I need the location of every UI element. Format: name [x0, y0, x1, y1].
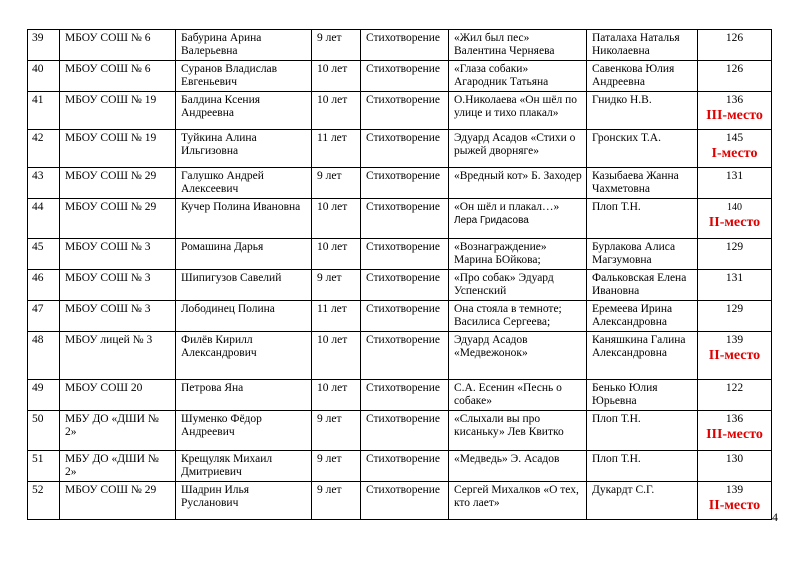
place-award: III-место	[706, 427, 763, 442]
genre-text: Стихотворение	[366, 94, 441, 106]
table-row	[28, 482, 772, 520]
age-text: 10 лет	[317, 334, 348, 346]
teacher-text: Каняшкина Галина Александровна	[592, 334, 686, 359]
score-cell	[698, 61, 772, 92]
teacher-cell	[587, 30, 698, 61]
participant-name-cell	[176, 411, 312, 451]
work-text: «Он шёл и плакал…»	[454, 201, 560, 213]
participant-name-text: Петрова Яна	[181, 382, 244, 394]
work-cell	[449, 482, 587, 520]
teacher-text: Плоп Т.Н.	[592, 201, 641, 213]
teacher-cell	[587, 199, 698, 239]
age-cell	[312, 199, 361, 239]
genre-text: Стихотворение	[366, 241, 441, 253]
genre-text: Стихотворение	[366, 484, 441, 496]
participant-name-cell	[176, 199, 312, 239]
teacher-cell	[587, 130, 698, 168]
work-cell	[449, 301, 587, 332]
work-text: Она стояла в темноте; Василиса Сергеева;	[454, 303, 562, 328]
school-cell	[60, 168, 176, 199]
row-number-text: 39	[32, 32, 44, 44]
participant-name-text: Галушко Андрей Алексеевич	[181, 170, 264, 195]
table-row	[28, 411, 772, 451]
work-cell	[449, 270, 587, 301]
teacher-cell	[587, 270, 698, 301]
table-row	[28, 239, 772, 270]
work-author-text: Лера Гридасова	[454, 215, 529, 226]
teacher-cell	[587, 451, 698, 482]
participant-name-cell	[176, 30, 312, 61]
score-value: 131	[725, 272, 744, 284]
school-text: МБОУ СОШ № 3	[65, 303, 151, 315]
school-text: МБОУ СОШ № 29	[65, 170, 157, 182]
school-text: МБОУ СОШ № 29	[65, 484, 157, 496]
score-cell	[698, 411, 772, 451]
row-number-cell	[28, 168, 60, 199]
score-cell	[698, 30, 772, 61]
score-cell	[698, 92, 772, 130]
teacher-cell	[587, 301, 698, 332]
participant-name-cell	[176, 92, 312, 130]
row-number-text: 51	[32, 453, 44, 465]
genre-cell	[361, 199, 449, 239]
age-text: 10 лет	[317, 201, 348, 213]
score-value: 131	[725, 170, 744, 182]
score-cell	[698, 301, 772, 332]
genre-cell	[361, 451, 449, 482]
teacher-text: Савенкова Юлия Андреевна	[592, 63, 675, 88]
age-text: 9 лет	[317, 484, 342, 496]
age-text: 11 лет	[317, 303, 347, 315]
school-text: МБОУ СОШ № 19	[65, 94, 157, 106]
teacher-cell	[587, 239, 698, 270]
school-cell	[60, 380, 176, 411]
participant-name-cell	[176, 168, 312, 199]
work-cell	[449, 380, 587, 411]
work-text: «Глаза собаки» Агародник Татьяна	[454, 63, 549, 88]
row-number-cell	[28, 332, 60, 380]
participant-name-cell	[176, 380, 312, 411]
age-text: 11 лет	[317, 132, 347, 144]
table-row	[28, 301, 772, 332]
participant-name-cell	[176, 301, 312, 332]
age-cell	[312, 482, 361, 520]
participant-name-text: Суранов Владислав Евгеньевич	[181, 63, 278, 88]
age-text: 9 лет	[317, 170, 342, 182]
school-text: МБОУ СОШ 20	[65, 382, 143, 394]
table-row	[28, 130, 772, 168]
work-cell	[449, 61, 587, 92]
genre-text: Стихотворение	[366, 201, 441, 213]
row-number-text: 40	[32, 63, 44, 75]
school-cell	[60, 199, 176, 239]
row-number-text: 46	[32, 272, 44, 284]
age-text: 9 лет	[317, 413, 342, 425]
score-cell	[698, 239, 772, 270]
row-number-text: 43	[32, 170, 44, 182]
school-cell	[60, 130, 176, 168]
row-number-cell	[28, 482, 60, 520]
age-cell	[312, 301, 361, 332]
age-cell	[312, 168, 361, 199]
row-number-text: 42	[32, 132, 44, 144]
school-text: МБОУ лицей № 3	[65, 334, 153, 346]
teacher-text: Гронских Т.А.	[592, 132, 661, 144]
work-cell	[449, 168, 587, 199]
age-cell	[312, 239, 361, 270]
age-cell	[312, 451, 361, 482]
row-number-cell	[28, 92, 60, 130]
score-value: 122	[725, 382, 744, 394]
age-cell	[312, 130, 361, 168]
row-number-cell	[28, 30, 60, 61]
score-value: 140	[727, 202, 742, 213]
genre-cell	[361, 130, 449, 168]
school-cell	[60, 332, 176, 380]
score-cell	[698, 451, 772, 482]
participant-name-cell	[176, 130, 312, 168]
school-text: МБОУ СОШ № 6	[65, 32, 151, 44]
age-cell	[312, 332, 361, 380]
genre-text: Стихотворение	[366, 382, 441, 394]
table-row	[28, 61, 772, 92]
school-cell	[60, 239, 176, 270]
teacher-text: Дукардт С.Г.	[592, 484, 655, 496]
row-number-text: 47	[32, 303, 44, 315]
row-number-cell	[28, 61, 60, 92]
teacher-cell	[587, 482, 698, 520]
genre-cell	[361, 380, 449, 411]
teacher-cell	[587, 332, 698, 380]
teacher-cell	[587, 168, 698, 199]
school-text: МБОУ СОШ № 3	[65, 272, 151, 284]
participant-name-cell	[176, 239, 312, 270]
participant-name-text: Филёв Кирилл Александрович	[181, 334, 257, 359]
score-value: 129	[725, 241, 744, 253]
row-number-text: 45	[32, 241, 44, 253]
work-text: «Вредный кот» Б. Заходер	[454, 170, 582, 182]
work-text: Эдуард Асадов «Медвежонок»	[454, 334, 528, 359]
participant-name-text: Ромашина Дарья	[181, 241, 264, 253]
participant-name-text: Туйкина Алина Ильгизовна	[181, 132, 257, 157]
genre-text: Стихотворение	[366, 63, 441, 75]
table-row	[28, 380, 772, 411]
participant-name-text: Бабурина Арина Валерьевна	[181, 32, 262, 57]
age-cell	[312, 61, 361, 92]
work-text: О.Николаева «Он шёл по улице и тихо плакал»	[454, 94, 578, 119]
score-value: 129	[725, 303, 744, 315]
age-cell	[312, 92, 361, 130]
row-number-text: 52	[32, 484, 44, 496]
work-text: С.А. Есенин «Песнь о собаке»	[454, 382, 562, 407]
school-text: МБУ ДО «ДШИ № 2»	[65, 413, 159, 438]
genre-cell	[361, 239, 449, 270]
school-cell	[60, 270, 176, 301]
row-number-text: 44	[32, 201, 44, 213]
work-cell	[449, 30, 587, 61]
row-number-text: 49	[32, 382, 44, 394]
score-cell	[698, 380, 772, 411]
work-cell	[449, 239, 587, 270]
row-number-cell	[28, 380, 60, 411]
age-cell	[312, 411, 361, 451]
work-text: Эдуард Асадов «Стихи о рыжей дворняге»	[454, 132, 576, 157]
teacher-text: Фальковская Елена Ивановна	[592, 272, 687, 297]
table-row	[28, 270, 772, 301]
genre-cell	[361, 270, 449, 301]
table-row	[28, 332, 772, 380]
work-cell	[449, 130, 587, 168]
participant-name-text: Шадрин Илья Русланович	[181, 484, 250, 509]
school-text: МБОУ СОШ № 19	[65, 132, 157, 144]
genre-text: Стихотворение	[366, 413, 441, 425]
teacher-cell	[587, 92, 698, 130]
genre-cell	[361, 411, 449, 451]
age-text: 10 лет	[317, 382, 348, 394]
work-cell	[449, 92, 587, 130]
work-text: «Жил был пес» Валентина Черняева	[454, 32, 555, 57]
work-cell	[449, 332, 587, 380]
table-row	[28, 451, 772, 482]
row-number-cell	[28, 199, 60, 239]
age-text: 10 лет	[317, 63, 348, 75]
score-cell	[698, 130, 772, 168]
table-row	[28, 30, 772, 61]
participant-name-cell	[176, 482, 312, 520]
genre-text: Стихотворение	[366, 272, 441, 284]
score-value: 126	[725, 63, 744, 75]
genre-text: Стихотворение	[366, 32, 441, 44]
participant-name-cell	[176, 451, 312, 482]
age-text: 10 лет	[317, 241, 348, 253]
score-cell	[698, 482, 772, 520]
teacher-cell	[587, 61, 698, 92]
score-cell	[698, 332, 772, 380]
genre-cell	[361, 332, 449, 380]
teacher-text: Казыбаева Жанна Чахметовна	[592, 170, 679, 195]
row-number-cell	[28, 130, 60, 168]
place-award: II-место	[708, 215, 761, 230]
work-text: «Вознаграждение» Марина БОйкова;	[454, 241, 547, 266]
row-number-cell	[28, 270, 60, 301]
row-number-cell	[28, 451, 60, 482]
score-value: 136	[725, 94, 744, 106]
results-table	[27, 29, 772, 520]
row-number-text: 50	[32, 413, 44, 425]
genre-text: Стихотворение	[366, 303, 441, 315]
row-number-cell	[28, 411, 60, 451]
place-award: II-место	[708, 498, 761, 513]
school-cell	[60, 451, 176, 482]
participant-name-text: Шуменко Фёдор Андреевич	[181, 413, 262, 438]
teacher-text: Гнидко Н.В.	[592, 94, 652, 106]
table-row	[28, 92, 772, 130]
age-text: 9 лет	[317, 453, 342, 465]
age-cell	[312, 270, 361, 301]
genre-cell	[361, 61, 449, 92]
table-row	[28, 199, 772, 239]
work-text: «Медведь» Э. Асадов	[454, 453, 560, 465]
score-value: 130	[725, 453, 744, 465]
place-award: II-место	[708, 348, 761, 363]
school-cell	[60, 92, 176, 130]
age-text: 9 лет	[317, 32, 342, 44]
school-text: МБОУ СОШ № 29	[65, 201, 157, 213]
participant-name-text: Лободинец Полина	[181, 303, 275, 315]
age-text: 10 лет	[317, 94, 348, 106]
work-cell	[449, 451, 587, 482]
age-cell	[312, 380, 361, 411]
work-text: «Про собак» Эдуард Успенский	[454, 272, 554, 297]
teacher-text: Паталаха Наталья Николаевна	[592, 32, 680, 57]
work-cell	[449, 199, 587, 239]
participant-name-text: Шипигузов Савелий	[181, 272, 282, 284]
participant-name-cell	[176, 270, 312, 301]
page-number: 4	[772, 510, 778, 524]
work-cell	[449, 411, 587, 451]
score-value: 139	[725, 484, 744, 496]
genre-cell	[361, 168, 449, 199]
school-cell	[60, 30, 176, 61]
participant-name-cell	[176, 61, 312, 92]
teacher-text: Бурлакова Алиса Магзумовна	[592, 241, 676, 266]
score-value: 126	[725, 32, 744, 44]
age-text: 9 лет	[317, 272, 342, 284]
school-cell	[60, 61, 176, 92]
teacher-cell	[587, 380, 698, 411]
school-text: МБОУ СОШ № 6	[65, 63, 151, 75]
genre-cell	[361, 30, 449, 61]
genre-cell	[361, 301, 449, 332]
genre-text: Стихотворение	[366, 453, 441, 465]
score-value: 136	[725, 413, 744, 425]
teacher-text: Бенько Юлия Юрьевна	[592, 382, 658, 407]
teacher-cell	[587, 411, 698, 451]
score-cell	[698, 270, 772, 301]
teacher-text: Плоп Т.Н.	[592, 453, 641, 465]
genre-text: Стихотворение	[366, 170, 441, 182]
school-cell	[60, 482, 176, 520]
genre-cell	[361, 482, 449, 520]
work-text: «Слыхали вы про кисаньку» Лев Квитко	[454, 413, 564, 438]
participant-name-cell	[176, 332, 312, 380]
genre-text: Стихотворение	[366, 132, 441, 144]
score-value: 145	[725, 132, 744, 144]
row-number-cell	[28, 239, 60, 270]
age-cell	[312, 30, 361, 61]
participant-name-text: Крещуляк Михаил Дмитриевич	[181, 453, 273, 478]
genre-cell	[361, 92, 449, 130]
table-body	[28, 30, 772, 520]
score-value: 139	[725, 334, 744, 346]
school-text: МБОУ СОШ № 3	[65, 241, 151, 253]
participant-name-text: Балдина Ксения Андреевна	[181, 94, 261, 119]
place-award: I-место	[711, 146, 758, 161]
teacher-text: Еремеева Ирина Александровна	[592, 303, 673, 328]
participant-name-text: Кучер Полина Ивановна	[181, 201, 301, 213]
score-cell	[698, 168, 772, 199]
genre-text: Стихотворение	[366, 334, 441, 346]
school-cell	[60, 411, 176, 451]
row-number-text: 41	[32, 94, 44, 106]
row-number-cell	[28, 301, 60, 332]
place-award: III-место	[706, 108, 763, 123]
teacher-text: Плоп Т.Н.	[592, 413, 641, 425]
work-text: Сергей Михалков «О тех, кто лает»	[454, 484, 579, 509]
school-cell	[60, 301, 176, 332]
row-number-text: 48	[32, 334, 44, 346]
score-cell	[698, 199, 772, 239]
table-row	[28, 168, 772, 199]
school-text: МБУ ДО «ДШИ № 2»	[65, 453, 159, 478]
